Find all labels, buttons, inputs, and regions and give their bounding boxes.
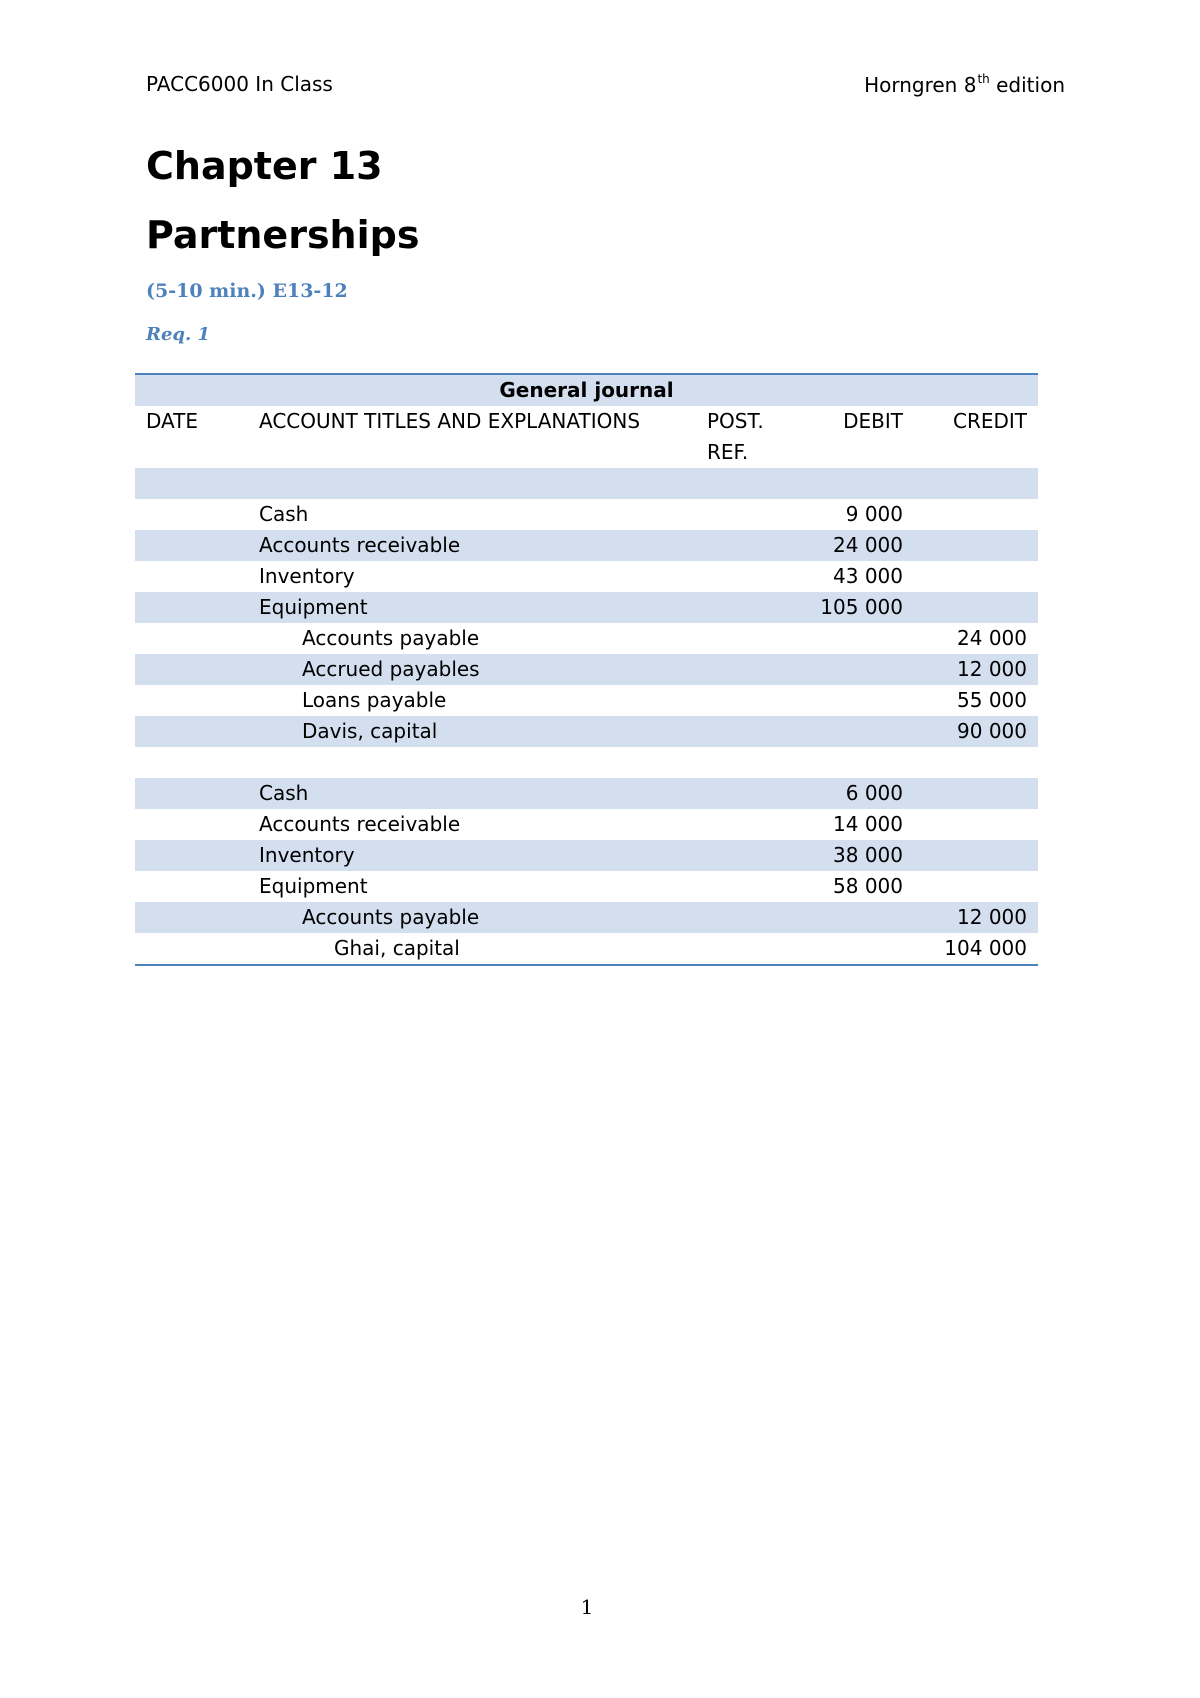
journal-row <box>135 592 1038 623</box>
header-textbook-sup: th <box>977 72 990 86</box>
journal-spacer-row <box>135 747 1038 778</box>
requirement-label: Req. 1 <box>146 324 211 345</box>
journal-row <box>135 530 1038 561</box>
col-header-post-ref: POST. REF. <box>707 409 764 464</box>
journal-account: Cash <box>259 781 309 805</box>
journal-debit: 38 000 <box>833 843 903 867</box>
journal-row <box>135 778 1038 809</box>
journal-blank-row <box>135 468 1038 499</box>
journal-account: Accounts receivable <box>259 533 461 557</box>
journal-debit: 24 000 <box>833 533 903 557</box>
journal-credit: 55 000 <box>957 688 1027 712</box>
journal-row <box>135 809 1038 840</box>
journal-credit: 104 000 <box>944 936 1027 960</box>
journal-title: General journal <box>135 375 1038 406</box>
journal-debit: 9 000 <box>845 502 903 526</box>
journal-row <box>135 623 1038 654</box>
col-header-credit: CREDIT <box>952 409 1027 433</box>
journal-account: Accounts payable <box>302 626 480 650</box>
header-textbook-tail: edition <box>989 73 1065 97</box>
journal-debit: 43 000 <box>833 564 903 588</box>
journal-credit: 90 000 <box>957 719 1027 743</box>
journal-credit: 24 000 <box>957 626 1027 650</box>
journal-account: Inventory <box>259 564 355 588</box>
journal-account: Loans payable <box>302 688 447 712</box>
header-textbook <box>864 72 1065 97</box>
journal-debit: 14 000 <box>833 812 903 836</box>
journal-row <box>135 654 1038 685</box>
journal-account: Accrued payables <box>302 657 480 681</box>
journal-account: Accounts payable <box>302 905 480 929</box>
page-number: 1 <box>580 1595 594 1619</box>
journal-row <box>135 499 1038 530</box>
journal-debit: 105 000 <box>820 595 903 619</box>
header-textbook-name: Horngren 8 <box>864 73 977 97</box>
journal-account: Accounts receivable <box>259 812 461 836</box>
col-header-account: ACCOUNT TITLES AND EXPLANATIONS <box>259 409 641 433</box>
journal-account: Inventory <box>259 843 355 867</box>
header-course: PACC6000 In Class <box>146 72 333 96</box>
chapter-heading: Chapter 13 <box>146 144 383 188</box>
exercise-label: (5-10 min.) E13-12 <box>146 280 348 302</box>
journal-account: Equipment <box>259 874 368 898</box>
journal-column-headers <box>135 406 1038 468</box>
journal-row <box>135 840 1038 871</box>
journal-row <box>135 902 1038 933</box>
journal-row <box>135 716 1038 747</box>
journal-row <box>135 561 1038 592</box>
journal-debit: 58 000 <box>833 874 903 898</box>
journal-credit: 12 000 <box>957 905 1027 929</box>
journal-account: Cash <box>259 502 309 526</box>
journal-account: Ghai, capital <box>334 936 460 960</box>
journal-account: Equipment <box>259 595 368 619</box>
journal-row <box>135 871 1038 902</box>
journal-row <box>135 933 1038 964</box>
general-journal-table <box>135 373 1038 966</box>
col-header-date: DATE <box>146 409 199 433</box>
journal-row <box>135 685 1038 716</box>
journal-credit: 12 000 <box>957 657 1027 681</box>
journal-account: Davis, capital <box>302 719 438 743</box>
page-title: Partnerships <box>146 213 420 257</box>
col-header-debit: DEBIT <box>843 409 903 433</box>
journal-debit: 6 000 <box>845 781 903 805</box>
